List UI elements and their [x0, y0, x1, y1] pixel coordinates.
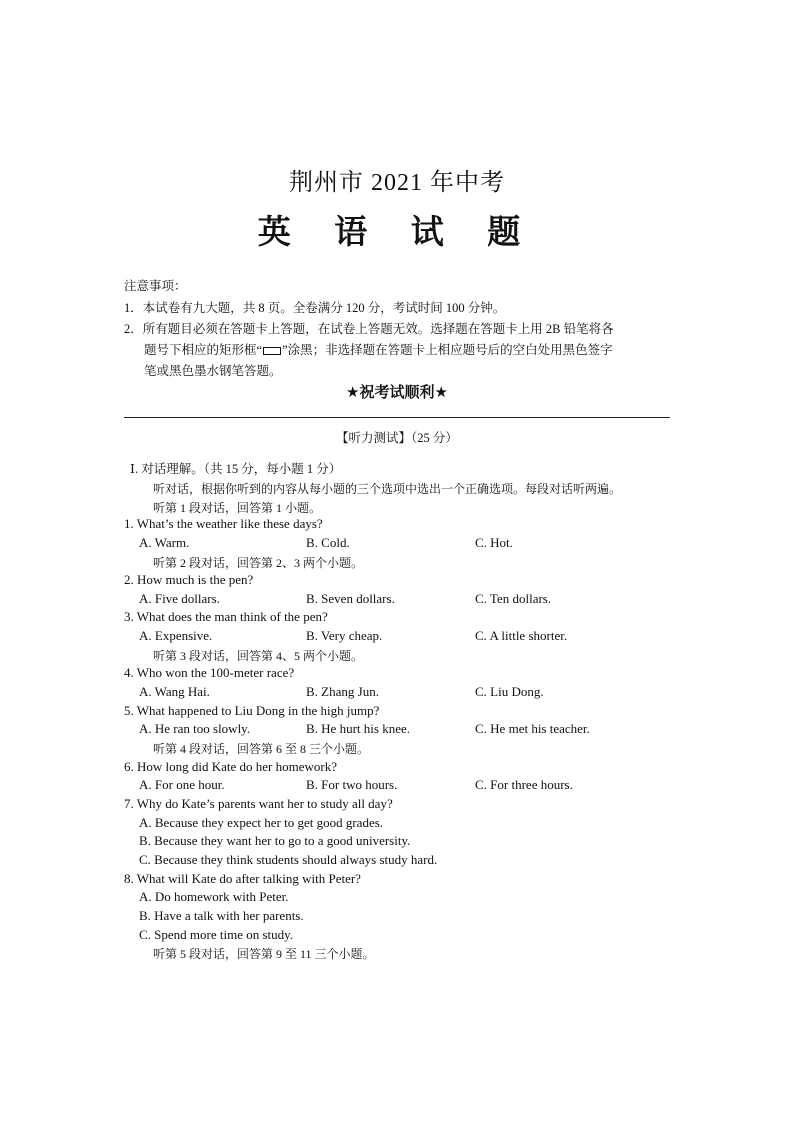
question-7: 7. Why do Kate’s parents want her to study all day?: [124, 796, 393, 811]
dialogue-1-instruction: 听第 1 段对话，回答第 1 小题。: [153, 501, 322, 515]
divider: [124, 417, 670, 418]
notes-heading: 注意事项：: [124, 279, 187, 293]
question-1-option-b: B. Cold.: [306, 535, 350, 550]
question-5-option-c: C. He met his teacher.: [475, 721, 590, 736]
question-2-option-a: A. Five dollars.: [139, 591, 220, 606]
question-7-option-b: B. Because they want her to go to a good university.: [139, 833, 411, 848]
question-2-option-b: B. Seven dollars.: [306, 591, 395, 606]
question-3-option-b: B. Very cheap.: [306, 628, 383, 643]
dialogue-4-instruction: 听第 4 段对话，回答第 6 至 8 三个小题。: [153, 742, 370, 756]
note-item-2-line2-post: ”涂黑；非选择题在答题卡上相应题号后的空白处用黑色签字: [282, 343, 613, 357]
exam-title: 荆州市 2021 年中考: [289, 170, 505, 196]
question-8-option-b: B. Have a talk with her parents.: [139, 908, 304, 923]
note-item-1: 1．本试卷有九大题，共 8 页。全卷满分 120 分，考试时间 100 分钟。: [124, 301, 506, 315]
note-item-2-line2-pre: 题号下相应的矩形框“: [144, 343, 263, 357]
question-6: 6. How long did Kate do her homework?: [124, 759, 338, 774]
listening-section-heading: 【听力测试】（25 分）: [336, 431, 458, 445]
question-8: 8. What will Kate do after talking with Peter?: [124, 871, 361, 886]
dialogue-3-instruction: 听第 3 段对话，回答第 4、5 两个小题。: [153, 649, 364, 663]
question-8-option-c: C. Spend more time on study.: [139, 927, 294, 942]
note-item-2-line2: [124, 340, 674, 361]
question-5-option-b: B. He hurt his knee.: [306, 721, 410, 736]
question-5-option-a: A. He ran too slowly.: [139, 721, 251, 736]
question-3-option-c: C. A little shorter.: [475, 628, 568, 643]
question-4: 4. Who won the 100-meter race?: [124, 665, 295, 680]
question-2: 2. How much is the pen?: [124, 572, 254, 587]
question-6-option-a: A. For one hour.: [139, 777, 225, 792]
dialogue-5-instruction: 听第 5 段对话，回答第 9 至 11 三个小题。: [153, 947, 375, 961]
question-2-option-c: C. Ten dollars.: [475, 591, 552, 606]
note-item-2-line3: 笔或黑色墨水钢笔答题。: [144, 364, 282, 378]
good-luck-banner: ★祝考试顺利★: [346, 383, 448, 401]
part-1-instruction: 听对话，根据你听到的内容从每小题的三个选项中选出一个正确选项。每段对话听两遍。: [153, 482, 622, 496]
question-5: 5. What happened to Liu Dong in the high jump?: [124, 703, 380, 718]
question-3-option-a: A. Expensive.: [139, 628, 213, 643]
dialogue-2-instruction: 听第 2 段对话，回答第 2、3 两个小题。: [153, 556, 364, 570]
question-4-option-c: C. Liu Dong.: [475, 684, 544, 699]
note-item-2-line1: 2．所有题目必须在答题卡上答题，在试卷上答题无效。选择题在答题卡上用 2B 铅笔将各: [124, 322, 614, 336]
answer-box-icon: [263, 347, 281, 355]
question-3: 3. What does the man think of the pen?: [124, 609, 328, 624]
subject-title: 英 语 试 题: [257, 212, 537, 251]
question-7-option-a: A. Because they expect her to get good grades.: [139, 815, 384, 830]
part-1-heading: Ⅰ. 对话理解。（共 15 分，每小题 1 分）: [130, 462, 342, 476]
question-7-option-c: C. Because they think students should always study hard.: [139, 852, 438, 867]
question-6-option-c: C. For three hours.: [475, 777, 573, 792]
question-1: 1. What’s the weather like these days?: [124, 516, 323, 531]
question-1-option-a: A. Warm.: [139, 535, 190, 550]
question-4-option-a: A. Wang Hai.: [139, 684, 210, 699]
question-4-option-b: B. Zhang Jun.: [306, 684, 379, 699]
question-1-option-c: C. Hot.: [475, 535, 513, 550]
note-item-2: [124, 319, 674, 382]
question-6-option-b: B. For two hours.: [306, 777, 398, 792]
question-8-option-a: A. Do homework with Peter.: [139, 889, 289, 904]
